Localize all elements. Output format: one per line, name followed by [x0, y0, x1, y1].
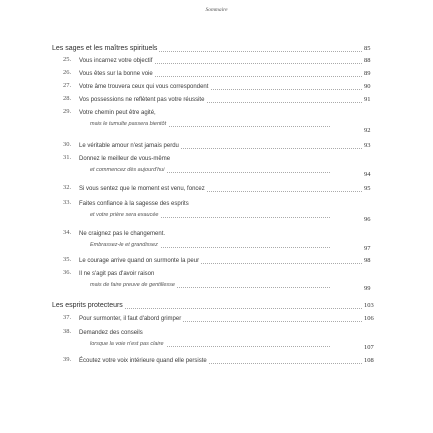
toc-entry: [79, 199, 362, 209]
toc-entry: [79, 56, 362, 66]
entry-number: 34.: [63, 229, 72, 236]
section-page-number: 85: [364, 45, 371, 52]
entry-subtitle: et commencez dès aujourd'hui: [90, 167, 165, 173]
entry-title: Pour surmonter, il faut d'abord grimper: [79, 316, 182, 322]
entry-page-number: 107: [364, 344, 374, 351]
entry-page-number: 96: [364, 216, 371, 223]
entry-subtitle: et votre prière sera exaucée: [90, 212, 159, 218]
toc-entry: [79, 154, 362, 164]
entry-subtitle: mais de faire preuve de gentillesse: [90, 282, 175, 288]
entry-number: 32.: [63, 184, 72, 191]
entry-page-number: 93: [364, 142, 371, 149]
toc-entry: [79, 328, 362, 338]
entry-number: 30.: [63, 141, 72, 148]
entry-number: 26.: [63, 69, 72, 76]
entry-title: Demandez des conseils: [79, 330, 143, 336]
toc-entry: [79, 141, 362, 151]
toc-entry-continuation: [90, 240, 330, 250]
section-heading: [52, 301, 362, 311]
toc-entry-continuation: [90, 165, 330, 175]
entry-page-number: 106: [364, 315, 374, 322]
entry-number: 31.: [63, 154, 72, 161]
entry-title: Vous êtes sur la bonne voie: [79, 71, 153, 77]
entry-title: Ne craignez pas le changement.: [79, 231, 166, 237]
toc-entry: [79, 69, 362, 79]
entry-title: Si vous sentez que le moment est venu, foncez: [79, 186, 205, 192]
toc-entry: [79, 269, 362, 279]
entry-subtitle: Embrassez-le et grandissez: [90, 242, 158, 248]
entry-number: 27.: [63, 82, 72, 89]
entry-page-number: 98: [364, 257, 371, 264]
toc-entry-continuation: [90, 210, 330, 220]
entry-page-number: 108: [364, 357, 374, 364]
toc-entry: [79, 95, 362, 105]
entry-number: 39.: [63, 356, 72, 363]
entry-title: Il ne s'agit pas d'avoir raison: [79, 271, 155, 277]
entry-page-number: 91: [364, 96, 371, 103]
entry-title: Le courage arrive quand on surmonte la peur: [79, 258, 200, 264]
entry-title: Donnez le meilleur de vous-même: [79, 156, 171, 162]
toc-entry: [79, 314, 362, 324]
toc-entry: [79, 108, 362, 118]
entry-subtitle: mais le tumulte passera bientôt: [90, 121, 167, 127]
entry-number: 33.: [63, 199, 72, 206]
section-title: Les sages et les maîtres spirituels: [52, 45, 158, 52]
entry-title: Faites confiance à la sagesse des esprits: [79, 201, 189, 207]
entry-page-number: 90: [364, 83, 371, 90]
entry-title: Votre chemin peut être agité,: [79, 110, 156, 116]
entry-number: 37.: [63, 314, 72, 321]
entry-number: 29.: [63, 108, 72, 115]
entry-page-number: 88: [364, 57, 371, 64]
entry-page-number: 99: [364, 285, 371, 292]
entry-page-number: 95: [364, 185, 371, 192]
entry-page-number: 89: [364, 70, 371, 77]
section-page-number: 103: [364, 302, 374, 309]
entry-number: 25.: [63, 56, 72, 63]
entry-page-number: 97: [364, 245, 371, 252]
entry-title: Votre âme trouvera ceux qui vous correspondent: [79, 84, 209, 90]
section-heading: [52, 44, 362, 54]
toc-entry: [79, 82, 362, 92]
entry-number: 35.: [63, 256, 72, 263]
entry-page-number: 94: [364, 171, 371, 178]
entry-number: 36.: [63, 269, 72, 276]
entry-number: 28.: [63, 95, 72, 102]
toc-entry-continuation: [90, 339, 330, 349]
entry-title: Le véritable amour n'est jamais perdu: [79, 143, 179, 149]
entry-page-number: 92: [364, 127, 371, 134]
entry-number: 38.: [63, 328, 72, 335]
toc-entry-continuation: [90, 119, 330, 129]
section-title: Les esprits protecteurs: [52, 302, 123, 309]
page-title: Sommaire: [205, 7, 228, 13]
entry-title: Vos possessions ne reflètent pas votre réussite: [79, 97, 205, 103]
toc-entry: [79, 256, 362, 266]
entry-subtitle: lorsque la voie n'est pas claire: [90, 341, 164, 347]
toc-entry: [79, 184, 362, 194]
entry-title: Écoutez votre voix intérieure quand elle persiste: [79, 358, 207, 364]
toc-entry-continuation: [90, 280, 330, 290]
entry-title: Vous incarnez votre objectif: [79, 58, 153, 64]
toc-entry: [79, 229, 362, 239]
toc-entry: [79, 356, 362, 366]
